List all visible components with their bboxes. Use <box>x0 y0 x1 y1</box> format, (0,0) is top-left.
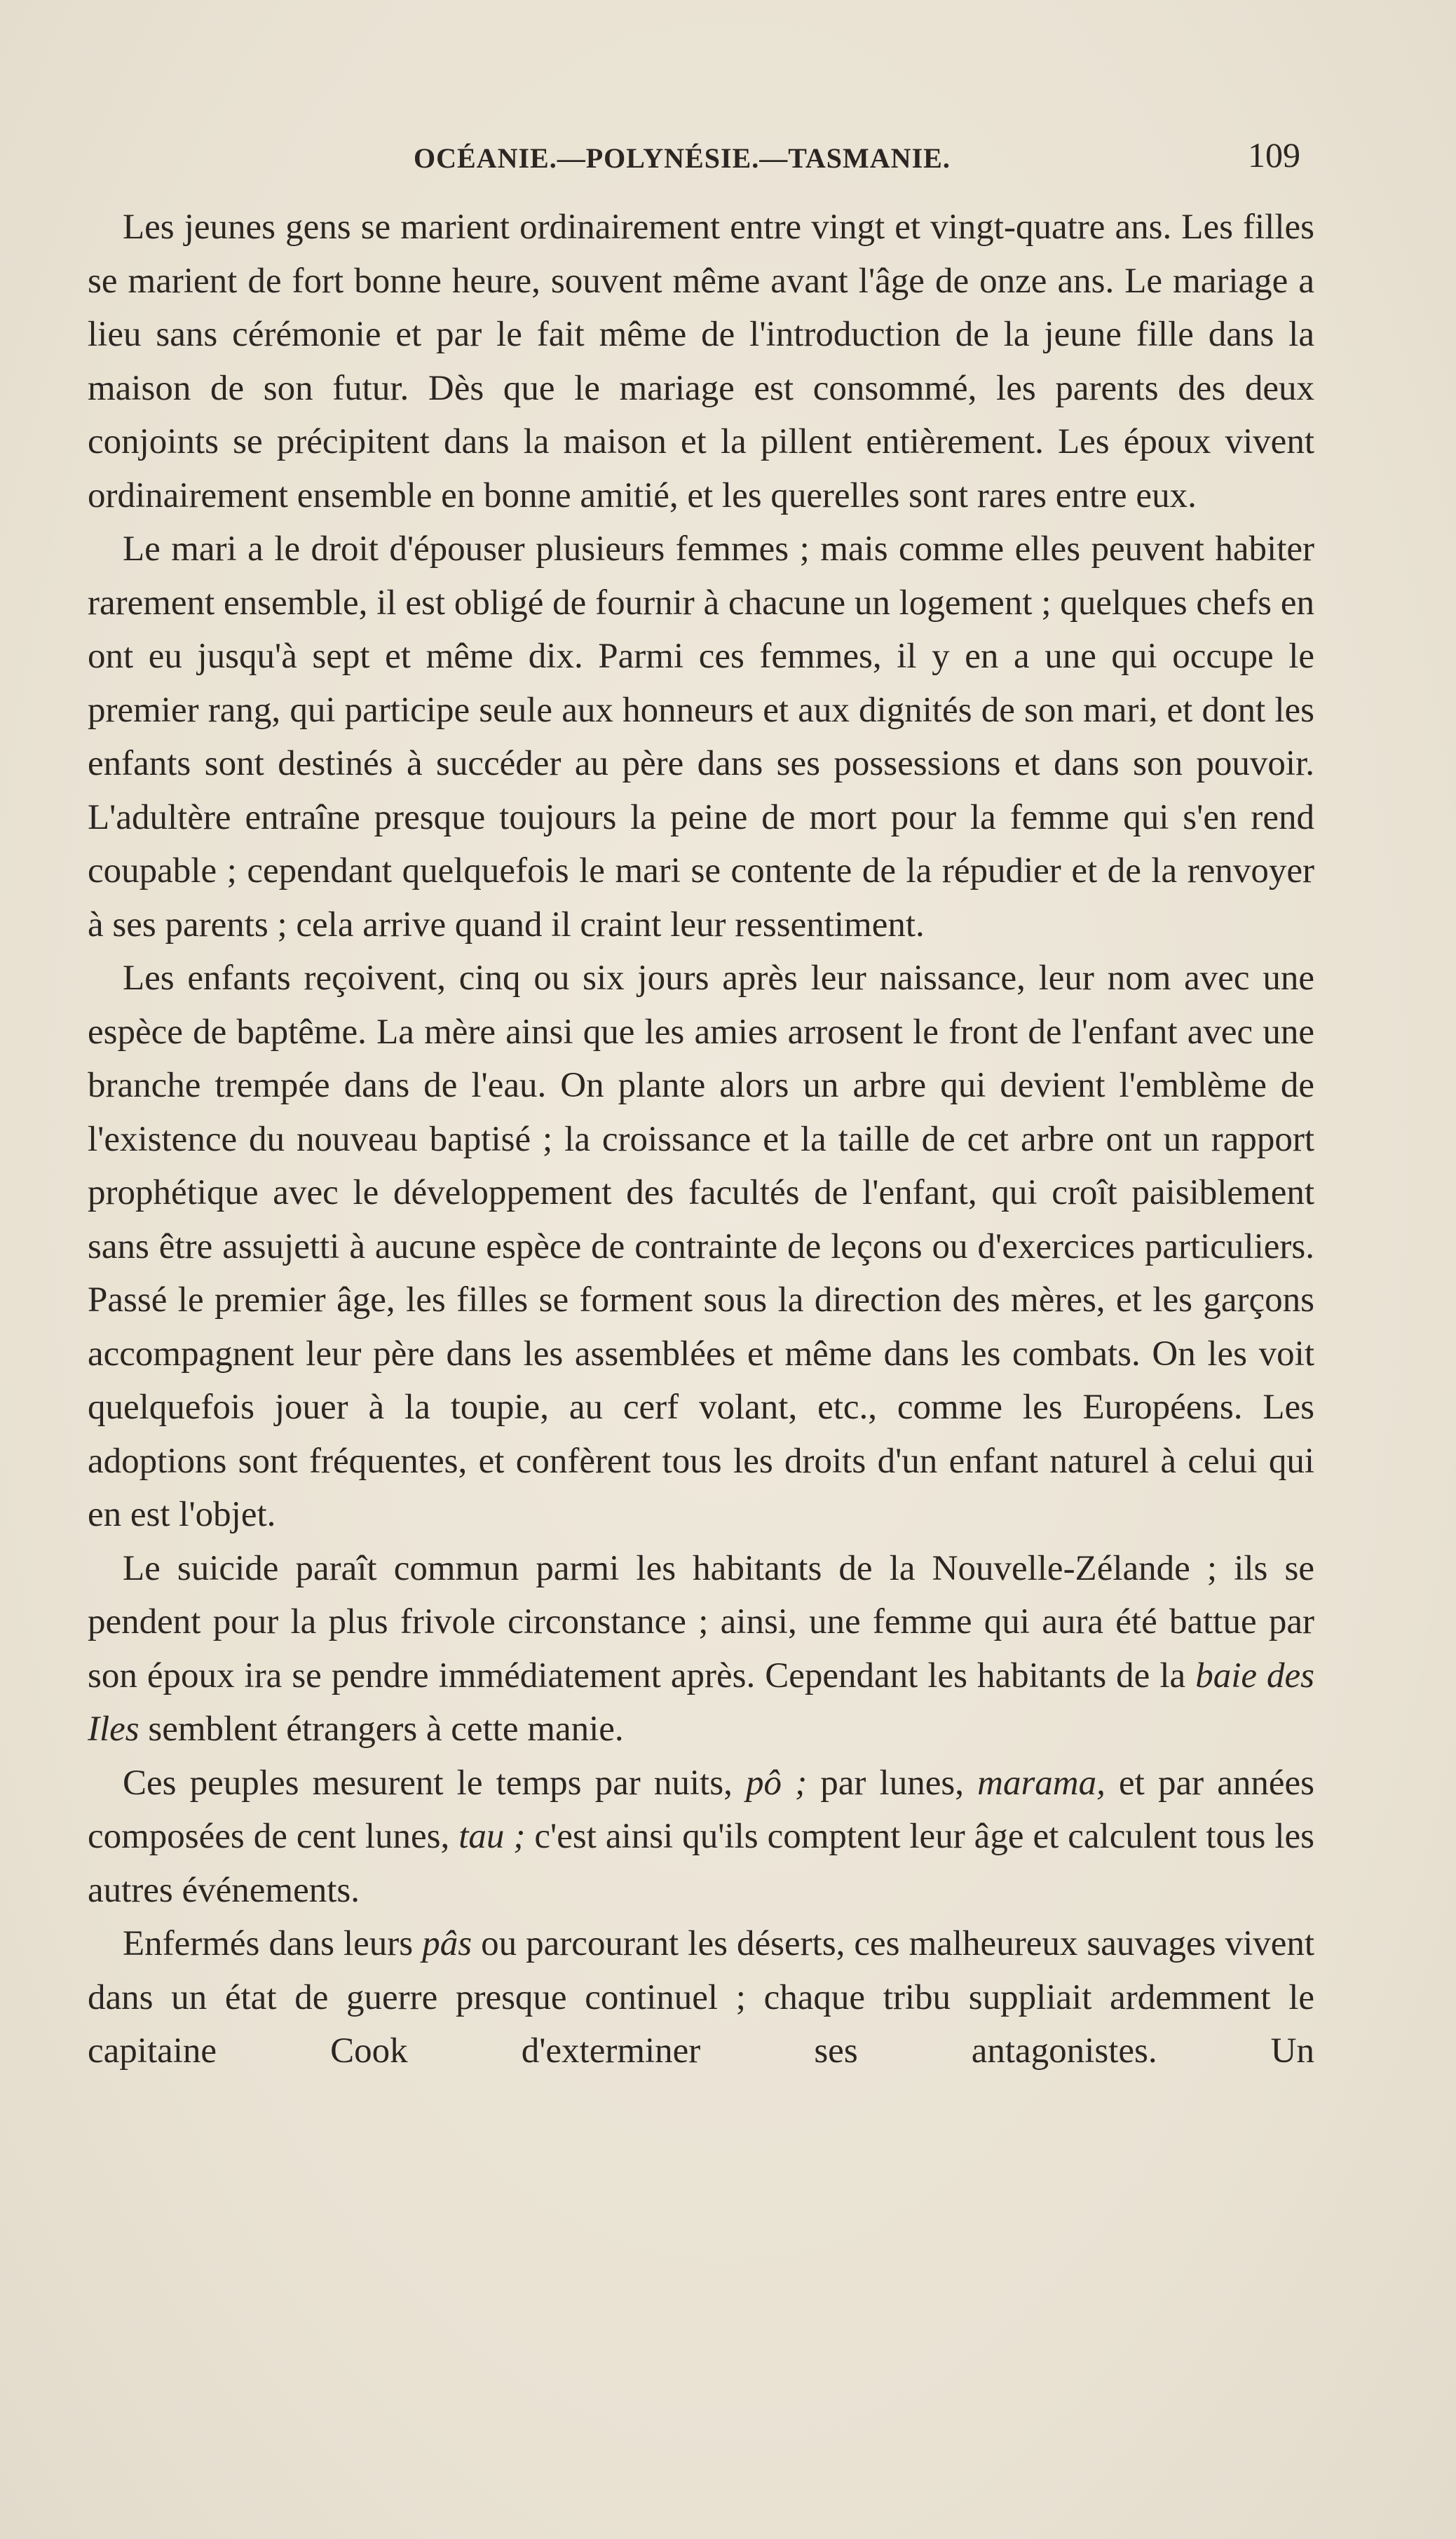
paragraph-war <box>88 1917 1314 2078</box>
italic-term: marama, <box>977 1763 1105 1803</box>
paragraph-time <box>88 1756 1314 1918</box>
paragraph-text: Ces peuples mesurent le temps par nuits, <box>123 1763 746 1803</box>
paragraph-text: Les enfants reçoivent, cinq ou six jours après leur naissance, leur nom avec une espèce de baptême. La mère ainsi que les amies arrosent le front de l'enfant avec une branche trempée dans de l'eau. On plante alors un arbre qui devient l'emblème de l'existence du nouveau baptisé ; la croissance et la taille de cet arbre ont un rapport prophétique avec le développement des facultés de l'enfant, qui croît paisiblement sans être assujetti à aucune espèce de contrainte de leçons ou d'exercices particuliers. Passé le premier âge, les filles se forment sous la direction des mères, et les garçons accompagnent leur père dans les assemblées et même dans les combats. On les voit quelquefois jouer à la toupie, au cerf volant, etc., comme les Européens. Les adoptions sont fréquentes, et confèrent tous les droits d'un enfant naturel à celui qui en est l'objet. <box>88 959 1314 1534</box>
paragraph-polygamy <box>88 522 1314 952</box>
paragraph-marriage <box>88 201 1314 522</box>
running-title: OCÉANIE.—POLYNÉSIE.—TASMANIE. <box>414 142 951 174</box>
body-text <box>88 201 1314 2078</box>
paragraph-text: c'est ainsi qu'ils comptent leur âge et calculent tous les autres événements. <box>88 1817 1314 1910</box>
paragraph-text: Enfermés dans leurs <box>123 1924 423 1963</box>
paragraph-text: par lunes, <box>807 1763 978 1803</box>
paragraph-text: Les jeunes gens se marient ordinairement entre vingt et vingt-quatre ans. Les filles se marient de fort bonne heure, souvent même avant l'âge de onze ans. Le mariage a lieu sans cérémonie et par le fait même de l'introduction de la jeune fille dans la maison de son futur. Dès que le mariage est consommé, les parents des deux conjoints se précipitent dans la maison et la pillent entièrement. Les époux vivent ordinairement ensemble en bonne amitié, et les querelles sont rares entre eux. <box>88 208 1314 515</box>
paragraph-text: et par années composées de cent lunes, <box>88 1763 1315 1856</box>
paragraph-text: semblent étrangers à cette manie. <box>139 1709 624 1749</box>
italic-term: baie des Iles <box>88 1656 1314 1749</box>
italic-term: tau ; <box>458 1817 526 1856</box>
paragraph-text: Le mari a le droit d'épouser plusieurs femmes ; mais comme elles peuvent habiter rarement ensemble, il est obligé de fournir à chacune un logement ; quelques chefs en ont eu jusqu'à sept et même dix. Parmi ces femmes, il y en a une qui occupe le premier rang, qui participe seule aux honneurs et aux dignités de son mari, et dont les enfants sont destinés à succéder au père dans ses possessions et dans son pouvoir. L'adultère entraîne presque toujours la peine de mort pour la femme qui s'en rend coupable ; cependant quelquefois le mari se contente de la répudier et de la renvoyer à ses parents ; cela arrive quand il craint leur ressentiment. <box>88 529 1314 944</box>
page-number: 109 <box>1248 135 1300 175</box>
paragraph-suicide <box>88 1542 1314 1756</box>
paragraph-children <box>88 952 1314 1542</box>
italic-term: pâs <box>422 1924 472 1963</box>
italic-term: pô ; <box>745 1763 808 1803</box>
paragraph-text: Le suicide paraît commun parmi les habitants de la Nouvelle-Zélande ; ils se pendent pour la plus frivole circonstance ; ainsi, une femme qui aura été battue par son époux ira se pendre immédiatement après. Cependant les habitants de la <box>88 1548 1314 1695</box>
paragraph-text: ou parcourant les déserts, ces malheureux sauvages vivent dans un état de guerre presque continuel ; chaque tribu suppliait ardemment le capitaine Cook d'exterminer ses antagonistes. Un <box>88 1924 1315 2071</box>
page-header <box>105 135 1300 184</box>
